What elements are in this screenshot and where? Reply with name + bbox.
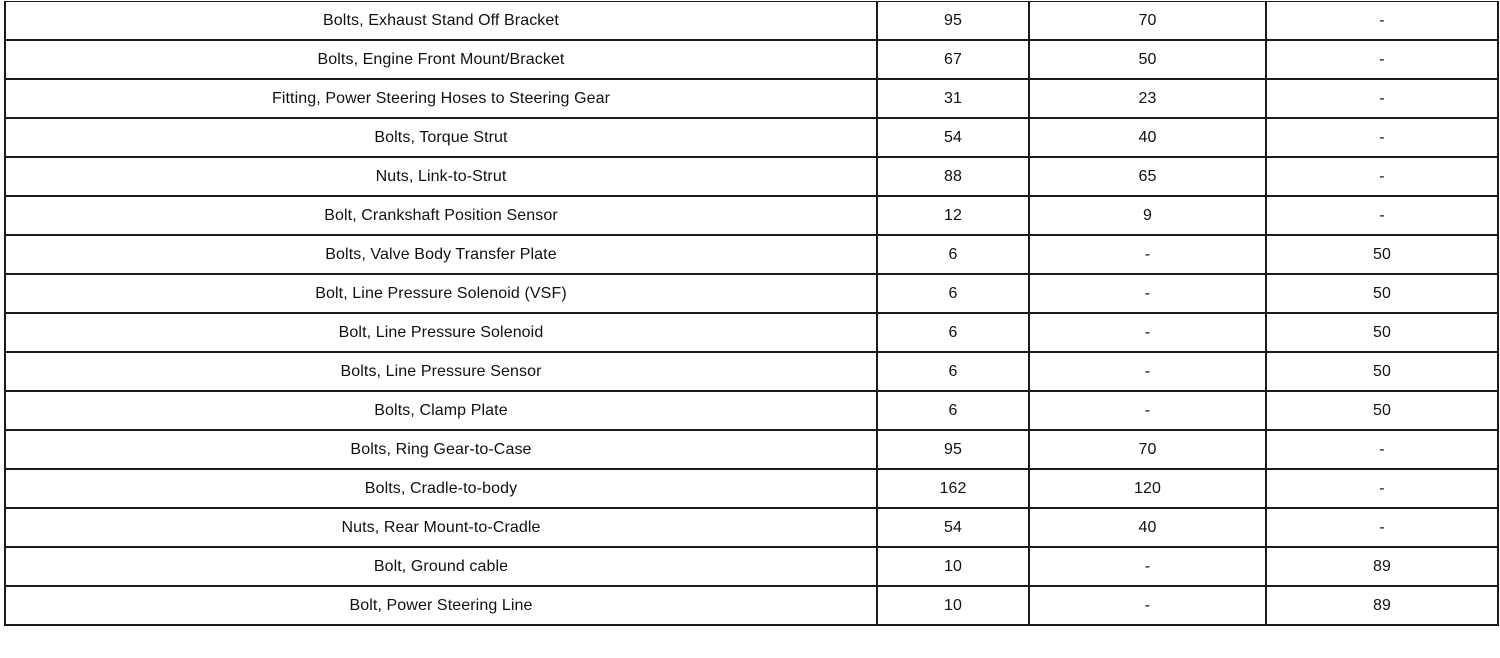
torque-value-cell: - <box>1266 508 1498 547</box>
table-row <box>5 391 1498 430</box>
torque-value-cell: 31 <box>877 79 1029 118</box>
fastener-description-cell: Bolt, Ground cable <box>5 547 877 586</box>
table-row <box>5 430 1498 469</box>
torque-value-cell: 6 <box>877 352 1029 391</box>
torque-value-cell: 40 <box>1029 508 1266 547</box>
torque-value-cell: - <box>1029 352 1266 391</box>
torque-value-cell: 54 <box>877 118 1029 157</box>
table-row <box>5 586 1498 625</box>
torque-value-cell: 40 <box>1029 118 1266 157</box>
torque-spec-table <box>4 1 1499 626</box>
table-row <box>5 508 1498 547</box>
torque-value-cell: 70 <box>1029 430 1266 469</box>
table-row <box>5 2 1498 41</box>
torque-value-cell: 54 <box>877 508 1029 547</box>
torque-value-cell: 10 <box>877 586 1029 625</box>
torque-value-cell: 6 <box>877 274 1029 313</box>
table-row <box>5 547 1498 586</box>
fastener-description-cell: Bolts, Ring Gear-to-Case <box>5 430 877 469</box>
torque-value-cell: 162 <box>877 469 1029 508</box>
fastener-description-cell: Bolts, Valve Body Transfer Plate <box>5 235 877 274</box>
fastener-description-cell: Nuts, Link-to-Strut <box>5 157 877 196</box>
torque-value-cell: 67 <box>877 40 1029 79</box>
torque-value-cell: - <box>1266 79 1498 118</box>
table-row <box>5 196 1498 235</box>
fastener-description-cell: Bolts, Torque Strut <box>5 118 877 157</box>
fastener-description-cell: Bolt, Power Steering Line <box>5 586 877 625</box>
torque-value-cell: 12 <box>877 196 1029 235</box>
torque-value-cell: - <box>1266 118 1498 157</box>
torque-value-cell: 9 <box>1029 196 1266 235</box>
torque-value-cell: 6 <box>877 235 1029 274</box>
torque-value-cell: 6 <box>877 313 1029 352</box>
torque-value-cell: 50 <box>1266 235 1498 274</box>
torque-value-cell: 6 <box>877 391 1029 430</box>
torque-value-cell: 89 <box>1266 547 1498 586</box>
torque-value-cell: 50 <box>1266 391 1498 430</box>
torque-value-cell: 65 <box>1029 157 1266 196</box>
table-row <box>5 79 1498 118</box>
table-row <box>5 118 1498 157</box>
torque-value-cell: 70 <box>1029 2 1266 41</box>
torque-value-cell: 120 <box>1029 469 1266 508</box>
torque-value-cell: - <box>1029 391 1266 430</box>
table-row <box>5 313 1498 352</box>
torque-value-cell: - <box>1266 157 1498 196</box>
table-row <box>5 40 1498 79</box>
fastener-description-cell: Bolts, Clamp Plate <box>5 391 877 430</box>
torque-value-cell: - <box>1029 235 1266 274</box>
fastener-description-cell: Bolts, Cradle-to-body <box>5 469 877 508</box>
torque-value-cell: 89 <box>1266 586 1498 625</box>
fastener-description-cell: Nuts, Rear Mount-to-Cradle <box>5 508 877 547</box>
torque-value-cell: 88 <box>877 157 1029 196</box>
fastener-description-cell: Bolt, Crankshaft Position Sensor <box>5 196 877 235</box>
torque-value-cell: 95 <box>877 430 1029 469</box>
fastener-description-cell: Fitting, Power Steering Hoses to Steering Gear <box>5 79 877 118</box>
table-row <box>5 235 1498 274</box>
fastener-description-cell: Bolt, Line Pressure Solenoid (VSF) <box>5 274 877 313</box>
torque-value-cell: - <box>1266 2 1498 41</box>
torque-value-cell: - <box>1266 196 1498 235</box>
torque-value-cell: - <box>1029 586 1266 625</box>
fastener-description-cell: Bolts, Line Pressure Sensor <box>5 352 877 391</box>
torque-value-cell: 50 <box>1266 352 1498 391</box>
fastener-description-cell: Bolt, Line Pressure Solenoid <box>5 313 877 352</box>
torque-value-cell: - <box>1029 313 1266 352</box>
table-row <box>5 352 1498 391</box>
fastener-description-cell: Bolts, Exhaust Stand Off Bracket <box>5 2 877 41</box>
torque-value-cell: 95 <box>877 2 1029 41</box>
torque-value-cell: 50 <box>1266 274 1498 313</box>
torque-spec-table-body <box>5 2 1498 626</box>
torque-value-cell: 50 <box>1266 313 1498 352</box>
table-row <box>5 469 1498 508</box>
table-row <box>5 157 1498 196</box>
torque-value-cell: - <box>1266 469 1498 508</box>
table-row <box>5 274 1498 313</box>
torque-value-cell: - <box>1029 547 1266 586</box>
torque-value-cell: 50 <box>1029 40 1266 79</box>
torque-value-cell: - <box>1266 430 1498 469</box>
torque-value-cell: 23 <box>1029 79 1266 118</box>
torque-value-cell: 10 <box>877 547 1029 586</box>
torque-value-cell: - <box>1029 274 1266 313</box>
fastener-description-cell: Bolts, Engine Front Mount/Bracket <box>5 40 877 79</box>
torque-value-cell: - <box>1266 40 1498 79</box>
